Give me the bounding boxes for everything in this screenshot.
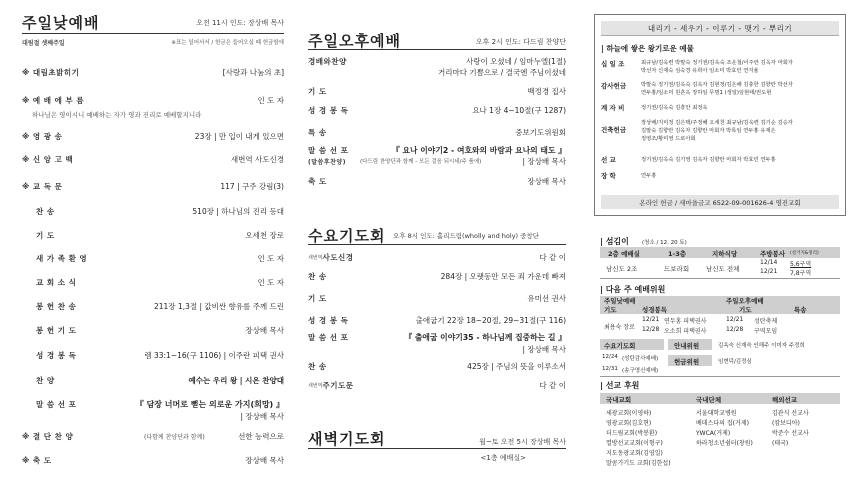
order-row: 새번역 사도신경 다 같 이 — [308, 252, 566, 262]
kitchen-date: 12/21 — [760, 268, 778, 275]
offering-team-heading: 헌금위원 — [674, 358, 700, 366]
order-row: ※ 결 단 찬 양 (다함께 찬양단과 함께) 선한 능력으로 — [22, 431, 284, 441]
col-header: 기도 — [604, 306, 617, 314]
sermon-preacher: | 장상배 목사 — [240, 411, 284, 421]
info-column — [594, 0, 844, 481]
kitchen-team: 5,6구역 — [790, 261, 812, 268]
week-date: 12/28 — [726, 326, 744, 333]
cleaning-value: 남신도 전체 — [706, 265, 740, 273]
offering-names: 정영조/황미영 드로아회 — [641, 136, 696, 142]
order-row: 찬 송 284장 | 오랫동안 모든 죄 가운데 빠져 — [308, 271, 566, 281]
mission-header: 국내교회 — [606, 396, 632, 404]
col-header: 특송 — [794, 306, 807, 314]
kitchen-note: (설거지&정리) — [790, 251, 819, 256]
col-header: 기도 — [739, 306, 752, 314]
liturgical-week: 대림절 셋째주일 — [22, 40, 65, 47]
divider — [600, 376, 840, 377]
order-row: 성 경 봉 독 렘 33:1~16(구 1106) | 이주란 피택 권사 — [36, 350, 284, 360]
week-prayer: 성탄축제 — [754, 318, 778, 325]
offerings-box — [594, 14, 846, 216]
wednesday-time: 오후 8시 인도: 홀리드림(wholly and holy) 중창단 — [393, 232, 539, 240]
afternoon-worship-title: 주일오후예배 — [308, 32, 401, 50]
mission-overseas: 박준수 선교사 — [772, 430, 809, 437]
mission-header: 국내단체 — [696, 396, 722, 404]
week-reader: 연두홍 피택권사 — [664, 318, 707, 325]
offering-names: 정기권/김옥숙 김기영 김옥자 김향란 마회자 박효린 연두홍 — [641, 157, 776, 163]
prayer-elder: 최용숙 장로 — [604, 324, 635, 331]
mission-header: 해외선교 — [772, 396, 798, 404]
wednesday-title: 수요기도회 — [308, 227, 386, 245]
order-row: 찬 양 예수는 우리 왕 | 시온 찬양대 — [36, 375, 284, 385]
mission-org: YWCA(거제) — [696, 430, 731, 437]
kitchen-team: 7,8구역 — [790, 270, 812, 277]
mission-org: 하라청소년쉼터(창원) — [696, 440, 753, 447]
title-rule — [308, 244, 566, 245]
wed-date: 12/24 — [602, 354, 618, 360]
cleaning-header: 지하식당 — [712, 250, 738, 258]
title-rule — [22, 33, 284, 34]
offering-label: 감사헌금 — [601, 82, 627, 90]
mission-church: 영광교회(김호현) — [606, 420, 652, 427]
call-to-worship-verse: 하나님은 영이시니 예배하는 자가 영과 진리로 예배할지니라 — [32, 110, 202, 119]
order-row: 새번역 주기도문 다 같 이 — [308, 380, 566, 390]
order-row: 봉 헌 기 도 장상배 목사 — [36, 325, 284, 335]
sunday-worship-column — [22, 0, 284, 481]
guide-heading: 안내위원 — [674, 342, 700, 350]
offering-names: 연두홍 — [641, 173, 657, 179]
cleaning-date: (청소 / 12. 20 토) — [642, 240, 687, 246]
offering-names: 최규남/김욱련 박말숙 정기권/김옥숙 조운철/이주란 김옥자 마회자 — [641, 60, 793, 66]
order-row: 새 가 족 환 영 인 도 자 — [36, 253, 284, 263]
col-header: 성경봉독 — [642, 306, 668, 314]
vision-banner: 내리기 - 세우기 - 이루기 - 맺기 - 뿌리기 — [601, 21, 839, 36]
week-date: 12/28 — [642, 326, 660, 333]
order-row: ※ 신 앙 고 백 새번역 사도신경 — [22, 154, 284, 164]
dawn-prayer-time: 월~토 오전 5시 장상배 목사 — [479, 438, 566, 446]
guide-names: 김옥숙 신재숙 인해주 이미자 주정희 — [718, 343, 805, 349]
offering-names: 정기권/김옥숙 김흥안 최정욱 — [641, 105, 708, 111]
order-row: 경배와찬양 사랑이 오셨네 / 임마누엘(1절) — [308, 56, 566, 66]
group-title: 주일낮예배 — [604, 297, 636, 305]
title-rule — [308, 49, 566, 50]
order-row: ※ 교 독 문 117 | 구주 강림(3) — [22, 181, 284, 191]
mission-church: 세광교회(이영하) — [606, 410, 652, 417]
order-row: 봉 헌 찬 송 211장 1,3절 | 값비싼 향유를 주께 드린 — [36, 301, 284, 311]
order-row: 성 경 봉 독 요나 1장 4~10절(구 1287) — [308, 105, 566, 115]
cleaning-header: 주방봉사 — [760, 250, 786, 258]
divider — [600, 278, 840, 279]
sermon-detail: (말씀후찬양) (다드림 찬양단과 함께 - 모든 걸음 되시네/주 품에) | 장상배 목사 — [308, 156, 566, 166]
sermon-row: 말 씀 선 포 『 출애굽 이야기35 - 하나님께 집중하는 길 』 — [308, 332, 566, 342]
sermon-row: 말 씀 선 포 『 담장 너머로 뻗는 의로운 가지(희망) 』 — [36, 399, 284, 409]
mission-overseas: (캄보디아) — [772, 420, 800, 427]
offering-names: 박말숙 정기권/김옥숙 김옥자 김현정/김은해 김충한 김향란 박선자 — [641, 82, 793, 88]
mission-org: 베데스다의 집(거제) — [696, 420, 749, 427]
offering-team-names: 임현덕/김정심 — [718, 359, 752, 365]
order-row: 찬 송 510장 | 하나님의 진리 등대 — [36, 206, 284, 216]
offering-names: 연두홍/임소미 원흔옥 장하임 무명1 (생일)임현태/권도현 — [641, 90, 772, 96]
order-row: 거리마다 기쁨으로 / 결국엔 주님이셨네 — [438, 67, 566, 77]
week-date: 12/21 — [726, 316, 744, 323]
week-date: 12/21 — [642, 316, 660, 323]
order-row: 기 도 백정경 집사 — [308, 86, 566, 96]
afternoon-worship-time: 오후 2시 인도: 다드림 찬양단 — [475, 38, 566, 46]
mission-overseas: (태국) — [772, 440, 789, 447]
offerings-heading: | 하늘에 쌓은 왕기로운 예물 — [601, 44, 694, 53]
week-reader: 오소희 피택권사 — [664, 328, 707, 335]
wed-service: (송구영신예배) — [622, 368, 659, 374]
order-row: ※ 축 도 장상배 목사 — [22, 455, 284, 465]
offering-label: 선 교 — [601, 156, 616, 164]
cleaning-value: 드보라회 — [664, 265, 690, 273]
mission-org: 서울대학교병원 — [696, 410, 737, 417]
mission-church: 더드림교회(박봉환) — [606, 430, 658, 437]
dawn-prayer-title: 새벽기도회 — [308, 430, 386, 448]
offering-label: 건축헌금 — [601, 126, 627, 134]
offering-names: 장상배/지미정 김은택/주정혜 오세천 최규남/김욱련 김기순 김승자 — [641, 120, 793, 126]
order-row: 성 경 봉 독 출애굽기 22장 18~20절, 29~31절(구 116) — [308, 315, 566, 325]
order-row: 축 도 장상배 목사 — [308, 176, 566, 186]
order-row: 특 송 중보기도위원회 — [308, 127, 566, 137]
cleaning-value: 남신도 2조 — [606, 265, 638, 273]
offering-label: 장 학 — [601, 172, 616, 180]
offering-names: 박선자 신재숙 심숙경 유희아 임소미 박효린 연지율 — [641, 68, 759, 74]
kitchen-date: 12/14 — [760, 259, 778, 266]
order-row: 찬 송 425장 | 주님의 뜻을 이루소서 — [308, 361, 566, 371]
mission-church: 열방선교교회(이형구) — [606, 440, 663, 447]
order-row: ※ 대림초밝히기 [사랑과 나눔의 초] — [22, 67, 284, 77]
sermon-preacher: | 장상배 목사 — [522, 344, 566, 354]
mission-heading: | 선교 후원 — [600, 381, 640, 390]
next-week-heading: | 다음 주 예배위원 — [600, 285, 666, 294]
offering-label: 계 자 비 — [601, 104, 625, 112]
cleaning-header: 1-3층 — [668, 250, 687, 258]
sermon-row: 말 씀 선 포 『 요나 이야기2 - 여호와의 바람과 요나의 태도 』 — [308, 145, 566, 155]
sunday-worship-title: 주일낮예배 — [22, 14, 100, 32]
order-row: ※ 영 광 송 23장 | 만 입이 내게 있으면 — [22, 131, 284, 141]
mission-overseas: 김관식 선교사 — [772, 410, 809, 417]
week-prayer: 구역모임 — [754, 328, 778, 335]
order-row: 기 도 오세천 장로 — [36, 230, 284, 240]
mission-church: 지도동광교회(김영일) — [606, 450, 663, 457]
offering-label: 십 일 조 — [601, 60, 625, 68]
group-title: 주일오후예배 — [726, 297, 764, 305]
order-row: 기 도 유미선 권사 — [308, 293, 566, 303]
mission-church: 말콤가기도 교회(김한섭) — [606, 460, 671, 467]
sunday-worship-time: 오전 11시 인도: 장상배 목사 — [196, 19, 284, 27]
online-offering-account: 온라인 헌금 / 새마을금고 6522-09-001626-4 영진교회 — [601, 195, 839, 209]
dawn-prayer-location: <1층 예배실> — [480, 454, 526, 462]
order-row: ※ 예 배 에 부 름 인 도 자 — [22, 95, 284, 105]
wed-heading: 수요기도회 — [604, 342, 636, 350]
wed-date: 12/31 — [602, 366, 618, 372]
order-row: 교 회 소 식 인 도 자 — [36, 277, 284, 287]
cleaning-header: 2층 예배실 — [608, 250, 640, 258]
cleaning-heading: | 섬김이 — [600, 237, 629, 246]
wed-service: (성탄감사예배) — [622, 356, 659, 362]
offering-names: 김말숙 김향란 김옥자 김향란 마회자 박록임 연두홍 유재은 — [641, 128, 776, 134]
title-rule — [308, 448, 566, 449]
afternoon-wed-column — [308, 0, 566, 481]
standing-note: ※표는 일어서서 / 헌금은 들어오실 때 헌금함에 — [171, 40, 284, 46]
